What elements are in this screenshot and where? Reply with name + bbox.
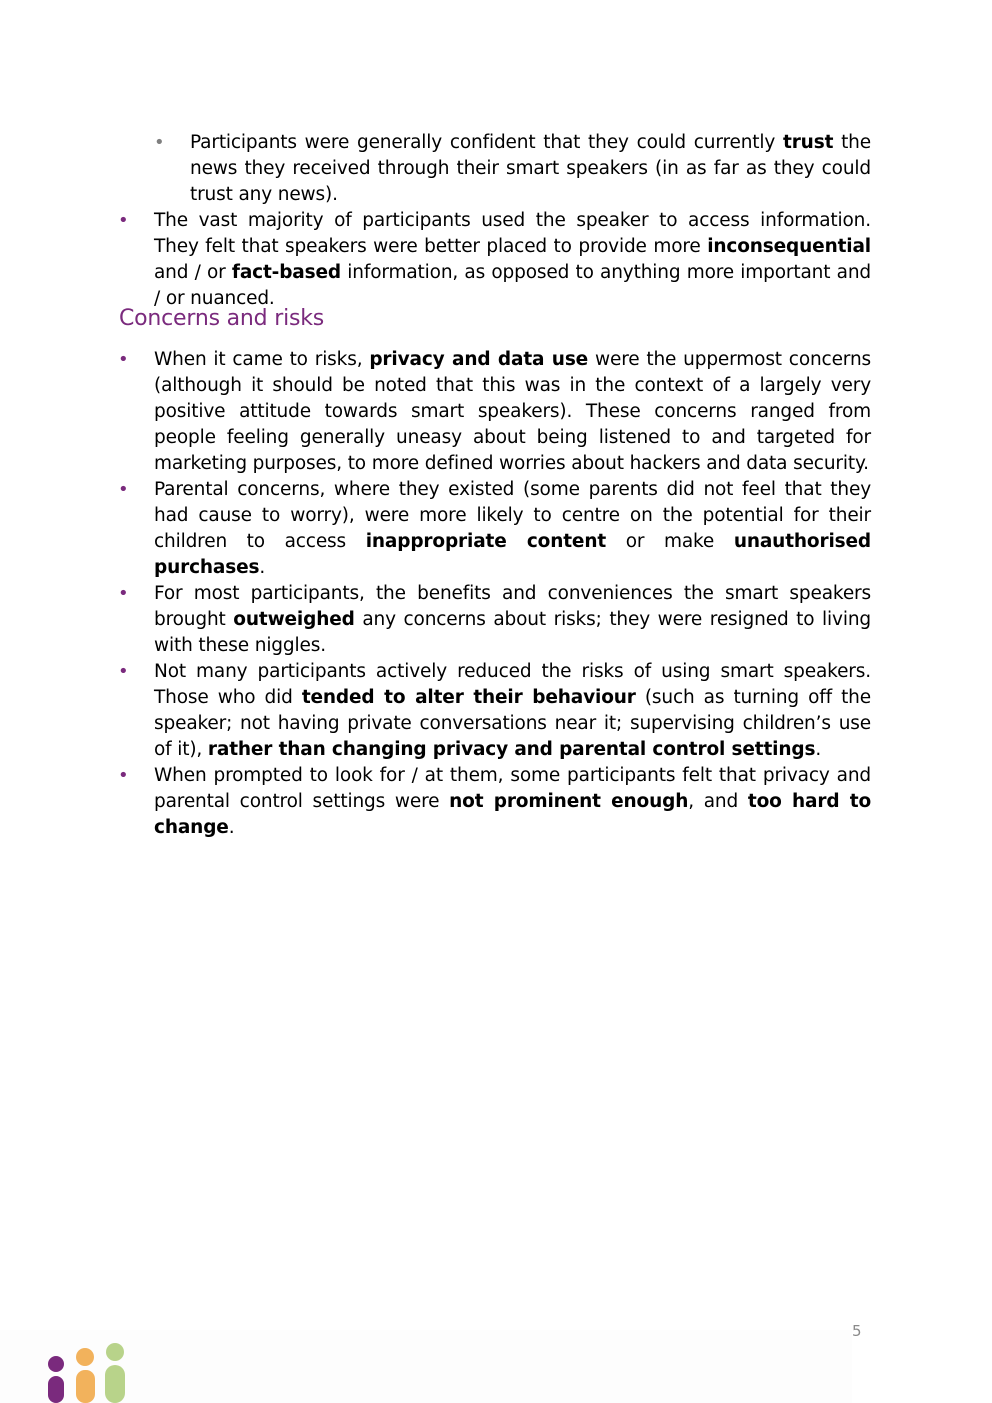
logo-green-body	[105, 1365, 125, 1403]
bold-text-run: trust	[783, 132, 834, 153]
text-run: .	[259, 557, 266, 578]
text-run: For most participants, the benefits and conveniences the smart speakers brought	[154, 583, 871, 630]
three-people-logo-icon	[44, 1341, 130, 1403]
bold-text-run: outweighed	[233, 609, 355, 630]
text-run: .	[228, 817, 235, 838]
text-run: When prompted to look for / at them, some participants felt that privacy and parental control settings were	[154, 765, 871, 812]
list-item	[118, 581, 871, 659]
logo-purple-head	[48, 1356, 64, 1372]
list-item	[118, 477, 871, 581]
text-run: When it came to risks,	[154, 349, 370, 370]
bold-text-run: unauthorised purchases	[154, 531, 871, 578]
text-run: any concerns about risks; they were resigned to living with these niggles.	[154, 609, 871, 656]
text-run: or make	[606, 531, 734, 552]
text-run: information, as opposed to anything more important and / or nuanced.	[154, 262, 871, 309]
bold-text-run: tended to alter their behaviour	[301, 687, 636, 708]
bullet-dot-icon: •	[118, 210, 129, 231]
bold-text-run: too hard to change	[154, 791, 872, 838]
concerns-bullet-list	[0, 347, 992, 841]
logo-green-head	[106, 1343, 124, 1361]
text-run: (such as turning off the speaker; not having private conversations near it; supervising children’s use of it),	[154, 687, 871, 760]
intro-bullet-list	[0, 130, 992, 312]
list-item	[118, 347, 872, 477]
page-number: 5	[852, 1322, 862, 1340]
bullet-dot-icon: •	[118, 661, 129, 682]
list-item	[118, 208, 871, 312]
list-item	[154, 130, 871, 208]
bold-text-run: not prominent enough	[449, 791, 689, 812]
bold-text-run: inappropriate content	[365, 531, 607, 552]
list-item	[118, 763, 872, 841]
text-run: were the uppermost concerns (although it should be noted that this was in the context of a largely very positive attitude towards smart speakers). These concerns ranged from people feeling generally uneasy about being listened to and targeted for marketing purposes, to more defined worries about hackers and data security.	[154, 349, 872, 474]
text-run: Parental concerns, where they existed (some parents did not feel that they had cause to worry), were more likely to centre on the potential for their children to access	[154, 479, 871, 552]
logo-orange-body	[76, 1370, 95, 1403]
text-run: Not many participants actively reduced the risks of using smart speakers. Those who did	[154, 661, 871, 708]
bold-text-run: fact-based	[231, 262, 341, 283]
bold-text-run: privacy and data use	[369, 349, 589, 370]
text-run: The vast majority of participants used the speaker to access information. They felt that speakers were better placed to provide more	[154, 210, 871, 257]
list-item	[118, 659, 871, 763]
logo-orange-head	[76, 1348, 94, 1366]
text-run: and / or	[154, 262, 232, 283]
bullet-dot-icon: •	[154, 132, 165, 153]
text-run: Participants were generally confident that they could currently	[190, 132, 784, 153]
bullet-dot-icon: •	[118, 583, 129, 604]
text-run: .	[815, 739, 822, 760]
bold-text-run: inconsequential	[707, 236, 871, 257]
bullet-dot-icon: •	[118, 479, 129, 500]
text-run: the news they received through their smart speakers (in as far as they could trust any news).	[190, 132, 871, 205]
bullet-dot-icon: •	[118, 349, 129, 370]
bold-text-run: rather than changing privacy and parental control settings	[207, 739, 816, 760]
section-heading: Concerns and risks	[119, 306, 325, 331]
text-run: , and	[688, 791, 748, 812]
logo-purple-body	[48, 1376, 64, 1403]
bullet-dot-icon: •	[118, 765, 129, 786]
